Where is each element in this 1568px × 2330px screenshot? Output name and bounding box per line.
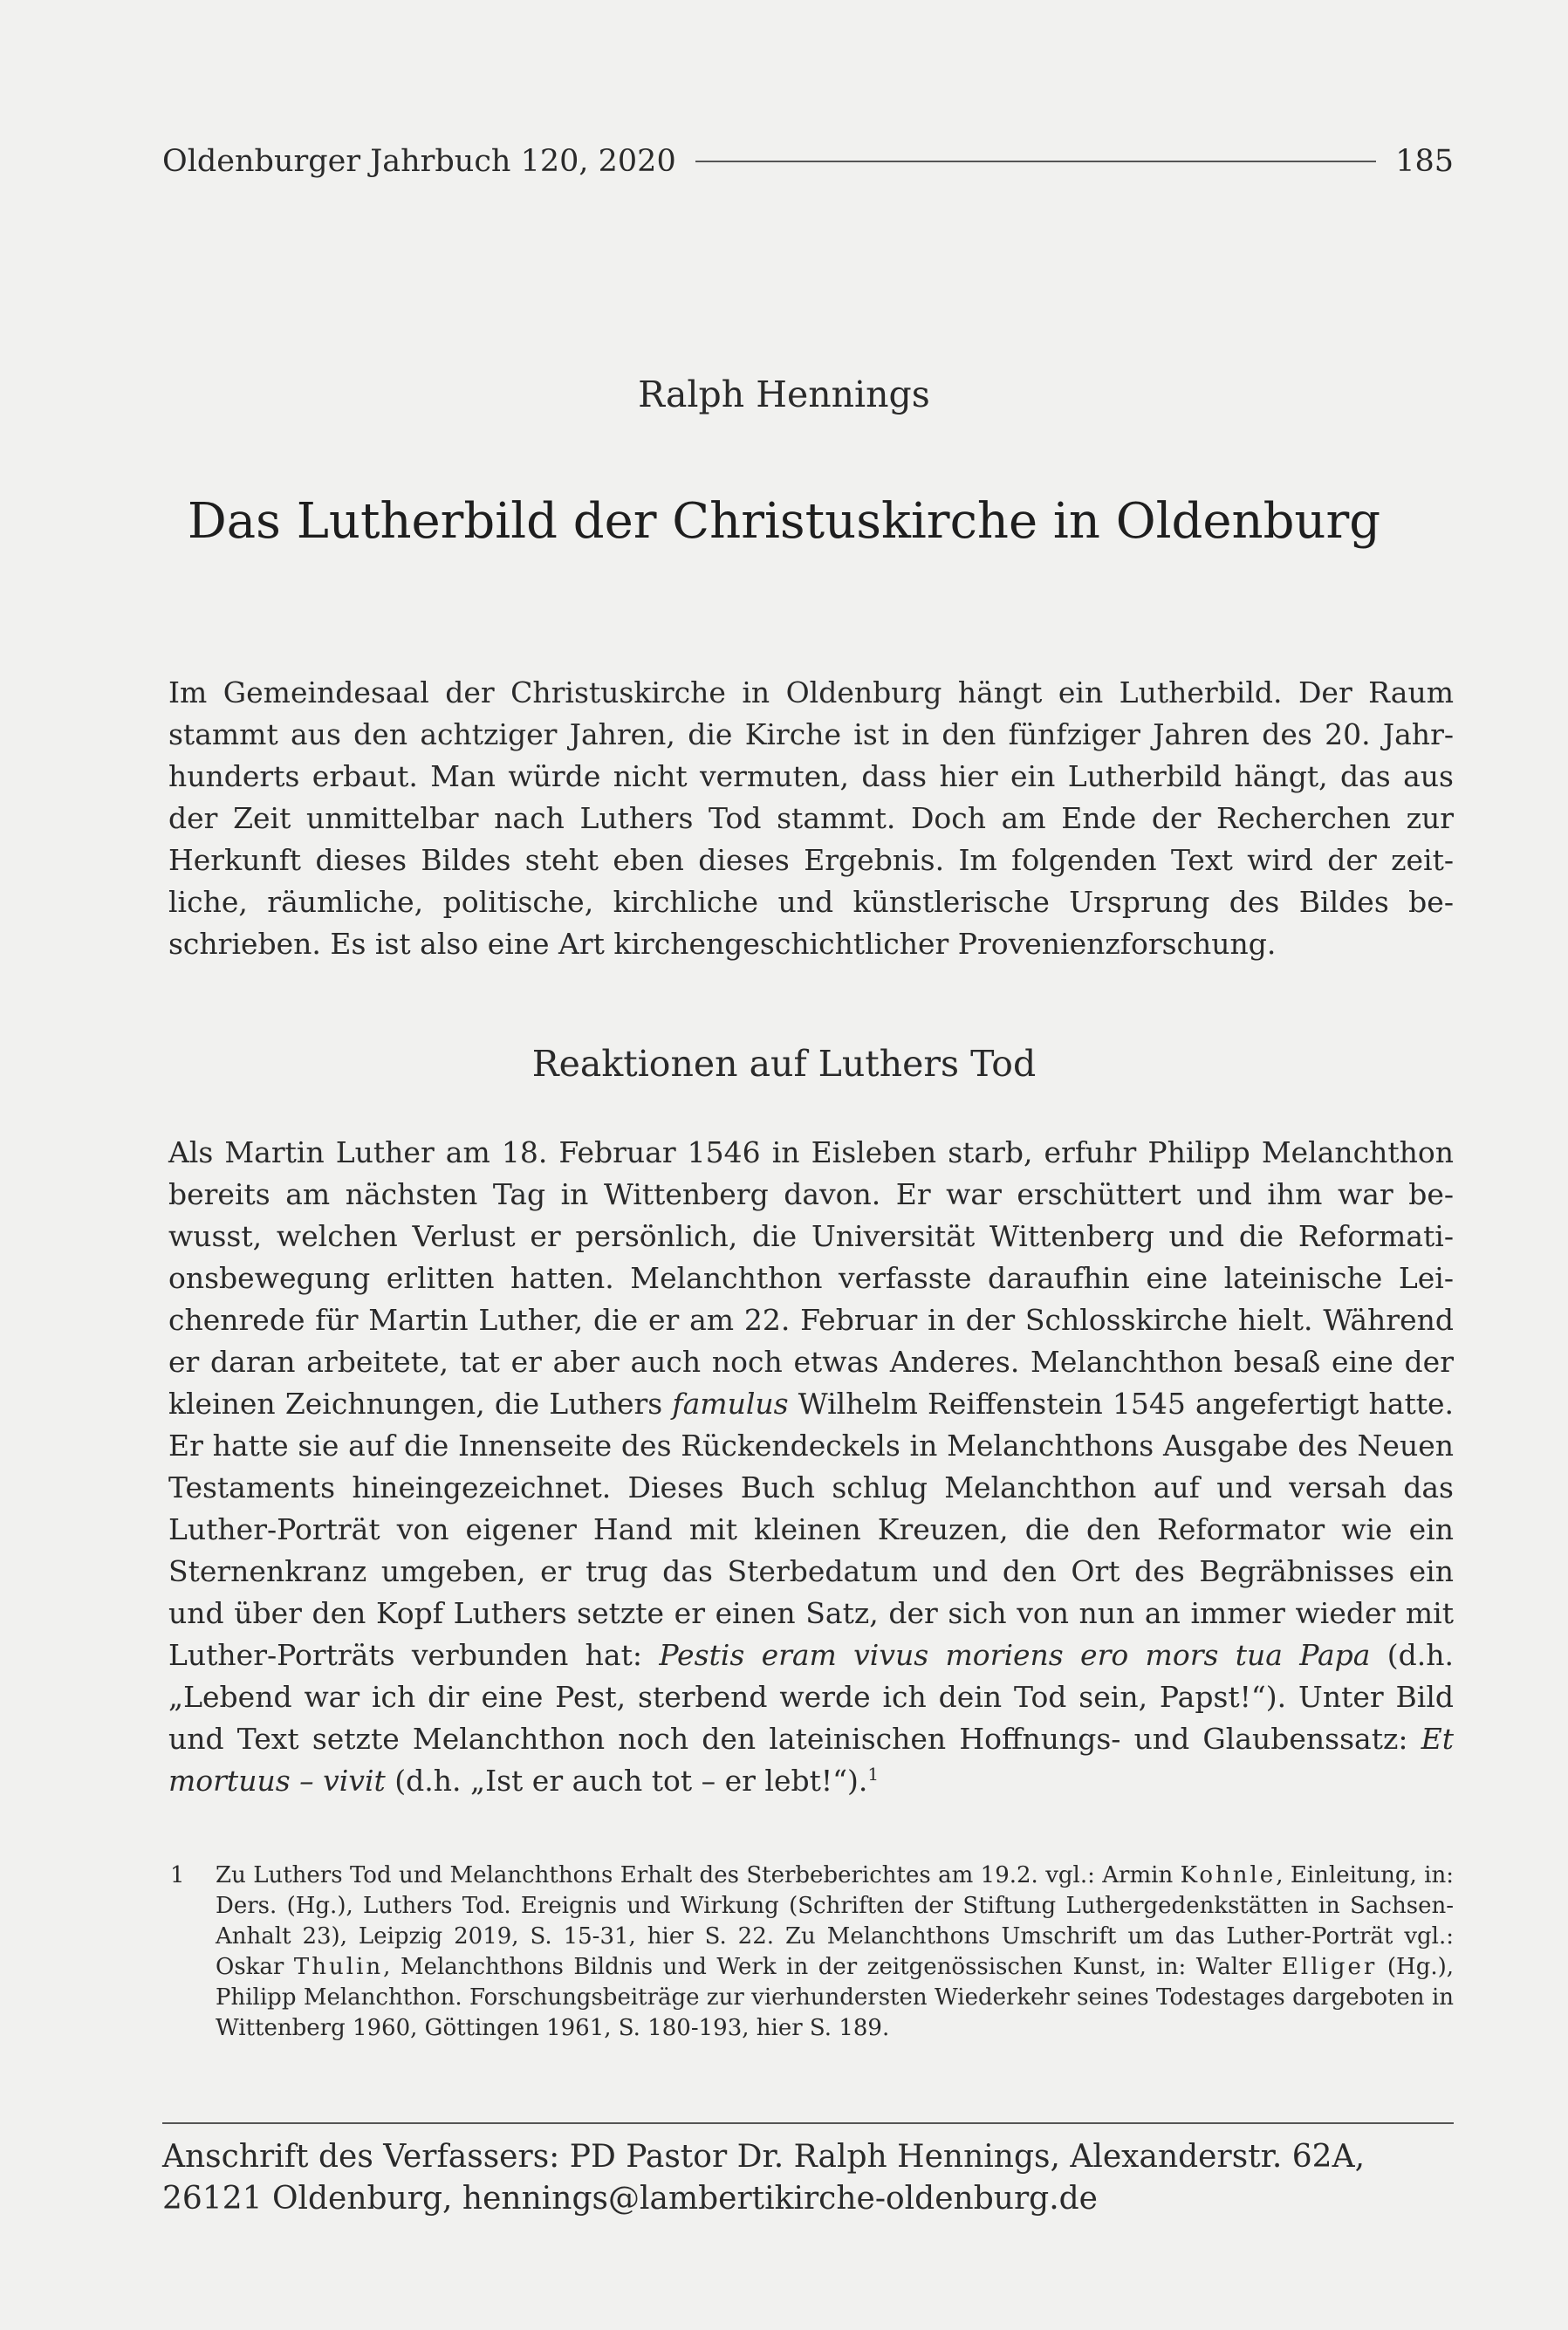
text-segment: (d.h. „Lebend war ich dir eine Pest, sterbend werde ich dein Tod sein, Papst!“). Unter Bild und Text setzte Melanchthon noch den lateinischen Hoffnungs- und Glaubenssatz: [168, 1638, 1454, 1756]
section-heading: Reaktionen auf Luthers Tod [531, 1043, 1037, 1085]
text-segment: Als Martin Luther am 18. Februar 1546 in Eisleben starb, erfuhr Philipp Melanchthon bereits am nächsten Tag in Wittenberg davon. Er war erschüttert und ihm war bewusst, welchen Verlust er persönlich, die Universität Wittenberg und die Reformationsbewegung erlitten hatten. Melanchthon verfasste daraufhin eine lateinische Leichenrede für Martin Luther, die er am 22. Februar in der Schlosskirche hielt. Während er daran arbeitete, tat er aber auch noch etwas Anderes. Melanchthon besaß eine der kleinen Zeichnungen, die Luthers [168, 1135, 1454, 1421]
author-address: Anschrift des Verfassers: PD Pastor Dr. Ralph Hennings, Alexanderstr. 62A, 26121 Oldenburg, hennings@lambertikirche-oldenburg.de [162, 2139, 1366, 2217]
abstract-paragraph: Im Gemeindesaal der Christuskirche in Oldenburg hängt ein Lutherbild. Der Raum stammt aus den achtziger Jahren, die Kirche ist in den fünfziger Jahren des 20. Jahrhunderts erbaut. Man würde nicht vermuten, dass hier ein Lutherbild hängt, das aus der Zeit unmittelbar nach Luthers Tod stammt. Doch am Ende der Recherchen zur Herkunft dieses Bildes steht eben dieses Ergebnis. Im folgenden Text wird der zeitliche, räumliche, politische, kirchliche und künstlerische Ursprung des Bildes beschrieben. Es ist also eine Art kirchengeschichtlicher Provenienzforschung. [168, 675, 1454, 961]
running-header [162, 140, 1454, 183]
latin-quote: Pestis eram vivus moriens ero mors tua Papa [659, 1638, 1371, 1672]
footnote-reference[interactable]: 1 [867, 1764, 880, 1785]
page-number: 185 [1395, 144, 1454, 179]
text-segment: Wilhelm Reiffenstein 1545 angefertigt hatte. Er hatte sie auf die Innenseite des Rückendeckels in Melanchthons Ausgabe des Neuen Testaments hineingezeichnet. Dieses Buch schlug Melanchthon auf und versah das Luther-Porträt von eigener Hand mit kleinen Kreuzen, die den Reformator wie ein Sternenkranz umgeben, er trug das Sterbedatum und den Ort des Begräbnisses ein und über den Kopf Luthers setzte er einen Satz, der sich von nun an immer wieder mit Luther-Porträts verbunden hat: [168, 1387, 1455, 1672]
header-rule [695, 161, 1376, 162]
footnote-text [216, 1861, 1454, 2044]
text-segment: , Einleitung, in: Ders. (Hg.), Luthers Tod. Ereignis und Wirkung (Schriften der Stiftung Luthergedenkstätten in Sachsen-Anhalt 23), Leipzig 2019, S. 15-31, hier S. 22. Zu Melanchthons Umschrift um das Luther-Porträt vgl.: Oskar [216, 1862, 1454, 1980]
cited-author: Kohnle [1180, 1862, 1277, 1888]
footnote-number: 1 [170, 1862, 185, 1888]
affiliation-rule [162, 2122, 1454, 2124]
text-segment: (d.h. „Ist er auch tot – er lebt!“). [385, 1764, 868, 1798]
cited-author: Thulin [293, 1954, 384, 1980]
latin-quote: Et mortuus – vivit [168, 1722, 1454, 1798]
cited-author: Elliger [1281, 1954, 1378, 1980]
text-segment: , Melanchthons Bildnis und Werk in der zeitgenössischen Kunst, in: Walter [383, 1954, 1282, 1980]
footnote [170, 1861, 1454, 2044]
text-segment: (Hg.), Philipp Melanchthon. Forschungsbeiträge zur vierhundersten Wiederkehr seines Todestages dargeboten in Wittenberg 1960, Göttingen 1961, S. 180-193, hier S. 189. [216, 1954, 1455, 2041]
italic-term: famulus [672, 1387, 789, 1421]
text-segment: Zu Luthers Tod und Melanchthons Erhalt des Sterbeberichtes am 19.2. vgl.: Armin [216, 1862, 1181, 1888]
article-title: Das Lutherbild der Christuskirche in Oldenburg [187, 493, 1381, 550]
author-name: Ralph Hennings [638, 373, 930, 415]
journal-citation: Oldenburger Jahrbuch 120, 2020 [162, 144, 676, 179]
body-paragraph [168, 1132, 1454, 1802]
